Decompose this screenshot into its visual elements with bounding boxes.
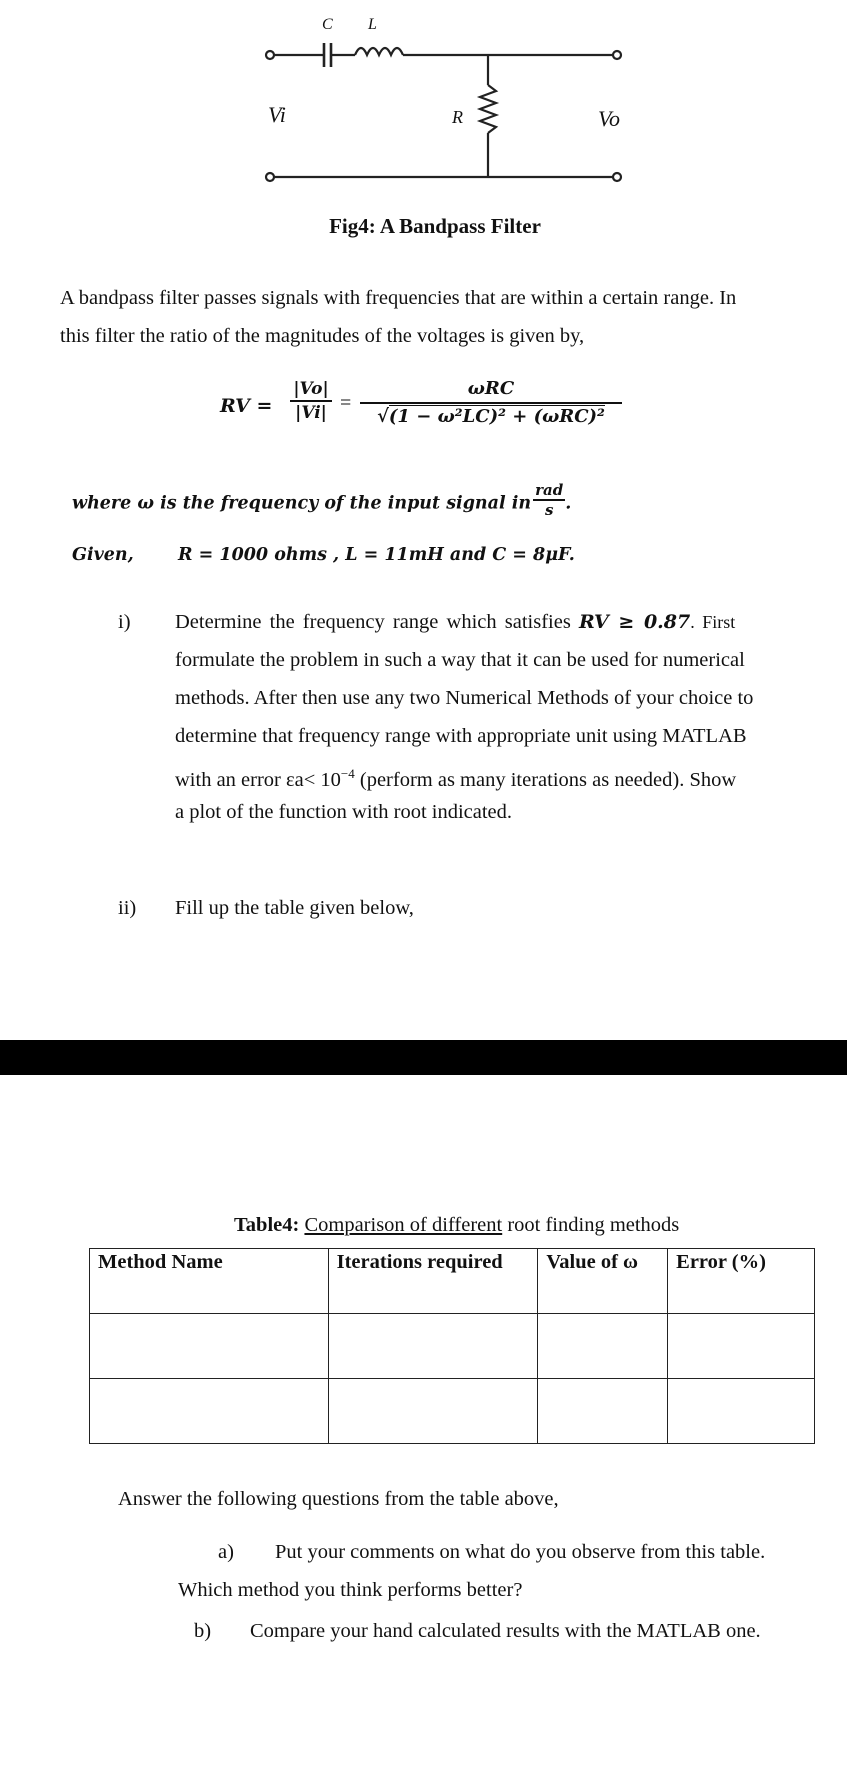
table-header-row xyxy=(90,1249,815,1314)
question-i-marker: i) xyxy=(118,611,131,633)
table-cell[interactable] xyxy=(90,1379,329,1444)
redaction-bar xyxy=(0,1040,847,1075)
bandpass-filter-circuit xyxy=(250,5,630,205)
where-text: where ω is the frequency of the input signal in xyxy=(72,493,532,514)
question-ii-marker: ii) xyxy=(118,897,137,919)
capacitor-label: C xyxy=(322,16,333,33)
error-symbol: εa xyxy=(286,768,304,791)
table-caption-underlined: Comparison of different xyxy=(304,1214,503,1236)
table-cell[interactable] xyxy=(668,1379,815,1444)
resistor-label: R xyxy=(452,107,463,127)
error-text-end: (perform as many iterations as needed). Show xyxy=(359,768,737,791)
question-i-line-6: a plot of the function with root indicated. xyxy=(175,801,513,823)
error-exponent: −4 xyxy=(340,766,355,781)
table-row xyxy=(90,1379,815,1444)
given-label: Given, xyxy=(72,545,134,565)
vo-label: Vo xyxy=(598,106,620,131)
vi-bottom-terminal xyxy=(266,173,274,181)
intro-line-2: this filter the ratio of the magnitudes of the voltages is given by, xyxy=(60,325,585,347)
vi-label: Vi xyxy=(268,102,286,127)
answer-b-text: Compare your hand calculated results with the MATLAB one. xyxy=(250,1620,761,1642)
table-cell[interactable] xyxy=(90,1314,329,1379)
frequency-description: where ω is the frequency of the input signal in $\frac{\text{rad}}{s}$ . xyxy=(72,481,572,519)
header-error: Error (%) xyxy=(668,1249,815,1314)
comparison-table xyxy=(89,1248,815,1444)
rv-condition: RV ≥ 0.87 xyxy=(578,611,691,633)
question-i-line-1 xyxy=(175,603,735,641)
rhs-numerator: ωRC xyxy=(360,378,622,404)
question-ii-text: Fill up the table given below, xyxy=(175,897,414,919)
vi-top-terminal xyxy=(266,51,274,59)
inductor-label: L xyxy=(368,16,377,33)
given-values: R = 1000 ohms , L = 11mH and C = 8μF. xyxy=(178,545,575,565)
table-caption-rest: root finding methods xyxy=(507,1214,680,1236)
table-cell[interactable] xyxy=(328,1314,538,1379)
header-value-omega: Value of ω xyxy=(538,1249,668,1314)
inductor-coil xyxy=(355,48,403,55)
rad-per-s xyxy=(533,481,565,519)
question-i-line-2: formulate the problem in such a way that it can be used for numerical xyxy=(175,649,745,671)
formula-ratio xyxy=(290,378,332,424)
answer-a-marker: a) xyxy=(218,1541,234,1563)
answer-b-marker: b) xyxy=(194,1620,212,1642)
table-cell[interactable] xyxy=(538,1379,668,1444)
question-i-line-3: methods. After then use any two Numerical Methods of your choice to xyxy=(175,687,754,709)
answers-intro: Answer the following questions from the table above, xyxy=(118,1488,559,1510)
figure-caption: Fig4: A Bandpass Filter xyxy=(329,214,541,238)
q1-text-end: . First xyxy=(690,612,736,632)
rhs-denominator-text: (1 − ω²LC)² + (ωRC)² xyxy=(388,406,605,427)
ratio-denominator: |Vi| xyxy=(295,403,327,423)
unit-denominator: s xyxy=(544,501,554,519)
formula-lhs: RV = xyxy=(220,395,273,417)
table-cell[interactable] xyxy=(668,1314,815,1379)
answer-a-line-2: Which method you think performs better? xyxy=(178,1579,523,1601)
table-row xyxy=(90,1314,815,1379)
vo-bottom-terminal xyxy=(613,173,621,181)
header-iterations: Iterations required xyxy=(328,1249,538,1314)
table-caption-label: Table4: xyxy=(234,1214,300,1236)
table-caption xyxy=(234,1214,679,1237)
formula-equals: = xyxy=(340,392,352,414)
error-bound: < 10 xyxy=(303,768,341,791)
table-cell[interactable] xyxy=(328,1379,538,1444)
table-cell[interactable] xyxy=(538,1314,668,1379)
answer-a-line-1: Put your comments on what do you observe from this table. xyxy=(275,1541,766,1563)
intro-line-1: A bandpass filter passes signals with frequencies that are within a certain range. In xyxy=(60,287,737,309)
resistor-zigzag xyxy=(480,85,496,133)
ratio-numerator: |Vo| xyxy=(290,378,332,402)
question-i-line-4: determine that frequency range with appropriate unit using MATLAB xyxy=(175,725,747,747)
vo-top-terminal xyxy=(613,51,621,59)
header-method-name: Method Name xyxy=(90,1249,329,1314)
unit-numerator: rad xyxy=(535,481,564,499)
formula-rhs xyxy=(360,378,622,430)
q1-text: Determine the frequency range which satisfies xyxy=(175,611,571,633)
rhs-denominator xyxy=(360,404,622,430)
error-text: with an error xyxy=(175,768,281,791)
sqrt-sign: √ xyxy=(377,406,389,427)
